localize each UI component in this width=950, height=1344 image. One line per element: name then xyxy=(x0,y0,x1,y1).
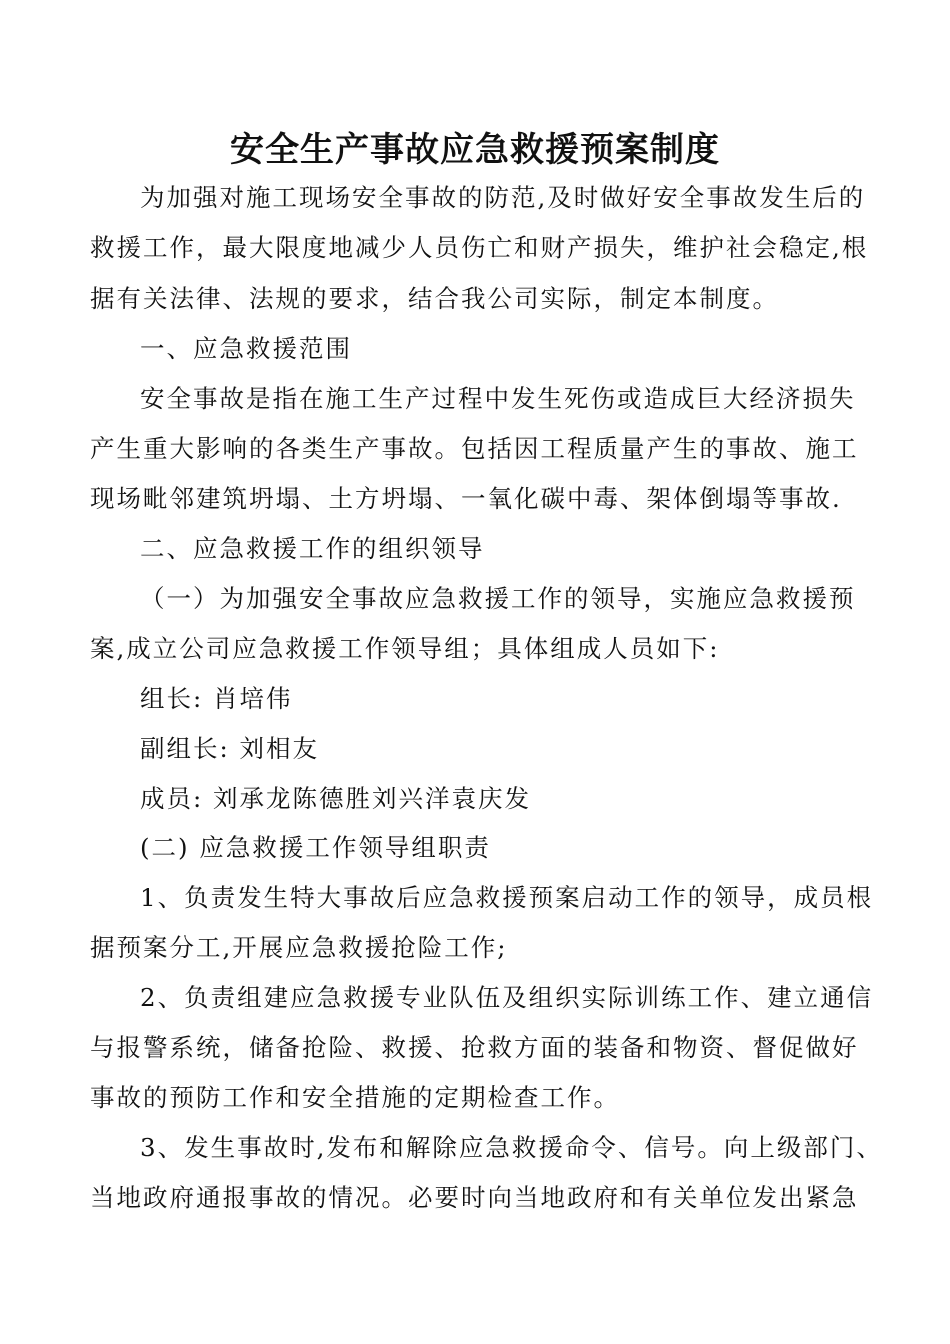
paragraph-line: 2、负责组建应急救援专业队伍及组织实际训练工作、建立通信 xyxy=(140,983,874,1012)
paragraph-line: 救援工作，最大限度地减少人员伤亡和财产损失，维护社会稳定,根 xyxy=(90,233,869,262)
paragraph-line: 与报警系统，储备抢险、救援、抢救方面的装备和物资、督促做好 xyxy=(90,1033,859,1062)
paragraph-line: （一）为加强安全事故应急救援工作的领导，实施应急救援预 xyxy=(140,584,856,613)
section-heading: 二、应急救援工作的组织领导 xyxy=(140,534,485,563)
paragraph-line: 据有关法律、法规的要求，结合我公司实际，制定本制度。 xyxy=(90,284,779,313)
paragraph-line: 案,成立公司应急救援工作领导组；具体组成人员如下: xyxy=(90,634,720,663)
subsection-heading: (二) 应急救援工作领导组职责 xyxy=(140,833,491,862)
paragraph-line: 当地政府通报事故的情况。必要时向当地政府和有关单位发出紧急 xyxy=(90,1183,859,1212)
paragraph-line: 现场毗邻建筑坍塌、土方坍塌、一氧化碳中毒、架体倒塌等事故. xyxy=(90,484,842,513)
section-heading: 一、应急救援范围 xyxy=(140,334,352,363)
members-line: 成员: 刘承龙陈德胜刘兴洋袁庆发 xyxy=(140,784,532,813)
deputy-leader-line: 副组长: 刘相友 xyxy=(140,734,320,763)
team-leader-line: 组长: 肖培伟 xyxy=(140,684,293,713)
paragraph-line: 事故的预防工作和安全措施的定期检查工作。 xyxy=(90,1083,620,1112)
paragraph-line: 1、负责发生特大事故后应急救援预案启动工作的领导，成员根 xyxy=(140,883,874,912)
paragraph-line: 安全事故是指在施工生产过程中发生死伤或造成巨大经济损失 xyxy=(140,384,856,413)
paragraph-line: 据预案分工,开展应急救援抢险工作; xyxy=(90,933,508,962)
paragraph-line: 产生重大影响的各类生产事故。包括因工程质量产生的事故、施工 xyxy=(90,434,859,463)
paragraph-line: 3、发生事故时,发布和解除应急救援命令、信号。向上级部门、 xyxy=(140,1133,883,1162)
paragraph-line: 为加强对施工现场安全事故的防范,及时做好安全事故发生后的 xyxy=(140,183,866,212)
document-title: 安全生产事故应急救援预案制度 xyxy=(230,130,720,170)
